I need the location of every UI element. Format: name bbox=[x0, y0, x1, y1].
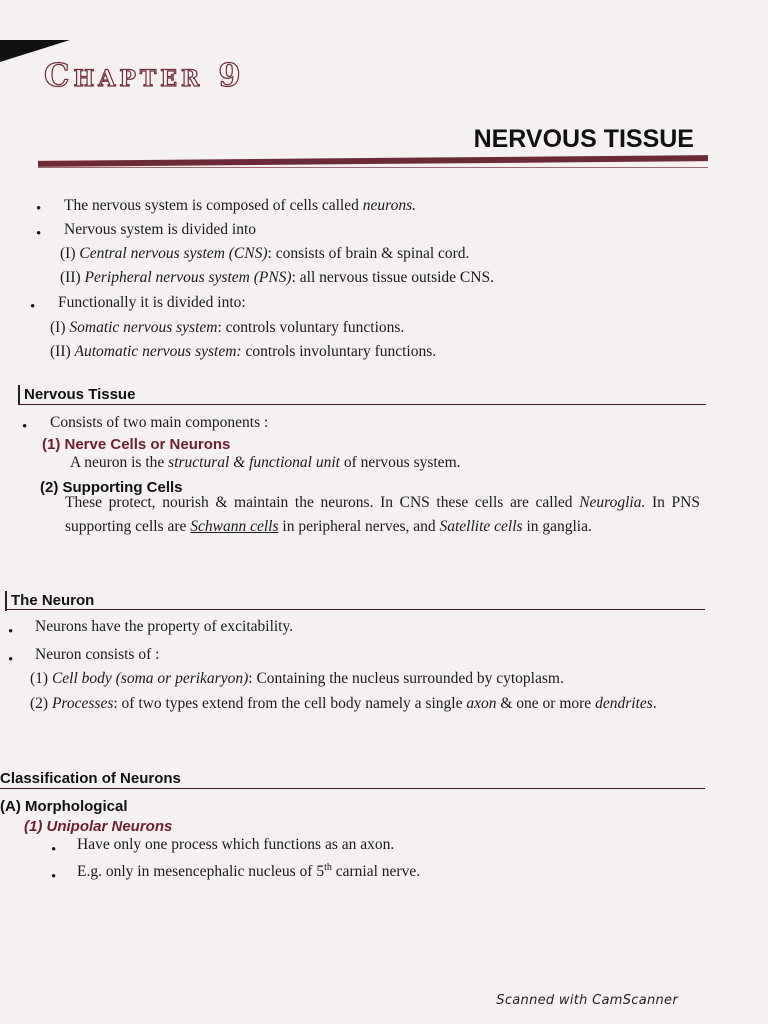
bullet-dot: • bbox=[8, 652, 14, 668]
unipolar-bullet-1: Have only one process which functions as an axon. bbox=[77, 836, 395, 853]
neuron-item-1: (1) Cell body (soma or perikaryon): Containing the nucleus surrounded by cytoplasm. bbox=[30, 670, 564, 687]
bullet-dot: • bbox=[36, 226, 42, 242]
bullet-dot: • bbox=[30, 299, 36, 315]
section-heading-nervous-tissue: Nervous Tissue bbox=[24, 386, 136, 403]
intro-func-2: (II) Automatic nervous system: controls involuntary functions. bbox=[50, 343, 437, 360]
section-marker bbox=[18, 385, 20, 405]
subheading-supporting-cells: (2) Supporting Cells bbox=[40, 479, 183, 496]
page-title: NERVOUS TISSUE bbox=[473, 125, 694, 153]
unipolar-bullet-2: E.g. only in mesencephalic nucleus of 5th carnial nerve. bbox=[77, 862, 421, 881]
intro-sub-1: (I) Central nervous system (CNS): consists of brain & spinal cord. bbox=[60, 245, 470, 262]
section-heading-classification: Classification of Neurons bbox=[0, 770, 181, 787]
bullet-dot: • bbox=[51, 842, 57, 858]
section-rule bbox=[5, 609, 705, 610]
intro-sub-2: (II) Peripheral nervous system (PNS): all nervous tissue outside CNS. bbox=[60, 269, 494, 286]
intro-bullet-1: The nervous system is composed of cells called neurons. bbox=[64, 197, 416, 214]
bullet-dot: • bbox=[36, 201, 42, 217]
intro-func-1: (I) Somatic nervous system: controls voluntary functions. bbox=[50, 319, 405, 336]
bullet-dot: • bbox=[51, 869, 57, 885]
subheading-morphological: (A) Morphological bbox=[0, 798, 128, 815]
scanner-watermark: Scanned with CamScanner bbox=[496, 993, 678, 1008]
section-rule bbox=[0, 788, 705, 789]
title-divider-thin bbox=[38, 167, 708, 168]
subheading-nerve-cells: (1) Nerve Cells or Neurons bbox=[42, 436, 231, 453]
nerve-cells-text: A neuron is the structural & functional unit of nervous system. bbox=[70, 454, 461, 471]
neuron-item-2: (2) Processes: of two types extend from the cell body namely a single axon & one or more dendrites. bbox=[30, 695, 657, 712]
section-marker bbox=[5, 591, 7, 611]
subheading-unipolar: (1) Unipolar Neurons bbox=[24, 818, 173, 835]
neuron-bullet-1: Neurons have the property of excitability. bbox=[35, 618, 294, 635]
section-heading-the-neuron: The Neuron bbox=[11, 592, 95, 609]
nervous-tissue-bullet: Consists of two main components : bbox=[50, 414, 269, 431]
title-divider bbox=[38, 155, 708, 167]
bullet-dot: • bbox=[8, 624, 14, 640]
section-rule bbox=[18, 404, 706, 405]
chapter-heading: Chapter 9 bbox=[44, 56, 245, 94]
intro-bullet-2: Nervous system is divided into bbox=[64, 221, 257, 238]
neuron-bullet-2: Neuron consists of : bbox=[35, 646, 160, 663]
supporting-cells-text: These protect, nourish & maintain the neurons. In CNS these cells are called Neuroglia. In PNS supporting cells are Schwann cells in peripheral nerves, and Satellite cells in ganglia. bbox=[65, 494, 700, 535]
bullet-dot: • bbox=[22, 419, 28, 435]
intro-bullet-3: Functionally it is divided into: bbox=[58, 294, 246, 311]
